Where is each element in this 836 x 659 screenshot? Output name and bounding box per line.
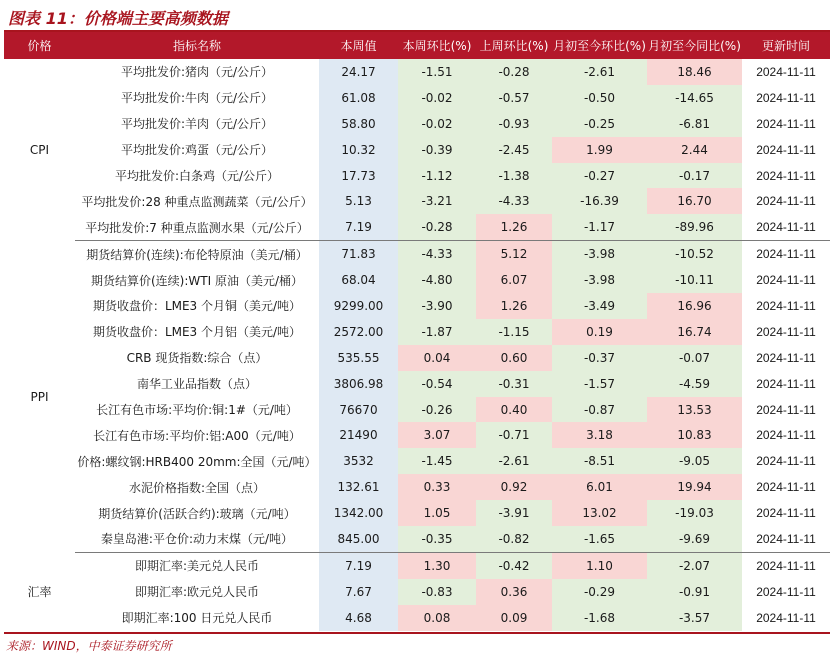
update-date: 2024-11-11 — [756, 90, 816, 105]
current-value: 17.73 — [319, 163, 398, 189]
update-date: 2024-11-11 — [756, 584, 816, 599]
wow-value: -0.26 — [398, 397, 476, 423]
indicator-name: 期货收盘价：LME3 个月铝（美元/吨） — [92, 325, 302, 340]
indicator-name: 水泥价格指数:全国（点） — [128, 480, 266, 495]
mtd-mom-value: 3.18 — [552, 422, 647, 448]
wow-value: -4.80 — [398, 267, 476, 293]
update-date: 2024-11-11 — [742, 526, 830, 552]
update-date: 2024-11-11 — [756, 376, 816, 391]
wow-value: -3.90 — [398, 293, 476, 319]
update-date: 2024-11-11 — [756, 402, 816, 417]
mtd-mom-value: -1.68 — [552, 605, 647, 631]
update-date: 2024-11-11 — [756, 273, 816, 288]
prev-wow-value: -4.33 — [476, 188, 552, 214]
mtd-mom-value: -3.49 — [552, 293, 647, 319]
current-value: 132.61 — [319, 474, 398, 500]
update-date: 2024-11-11 — [756, 610, 816, 625]
current-value: 7.67 — [319, 579, 398, 605]
wow-value: -1.12 — [398, 163, 476, 189]
wow-value: -1.45 — [398, 448, 476, 474]
current-value: 5.13 — [319, 188, 398, 214]
mtd-yoy-value: 19.94 — [647, 474, 742, 500]
table-row — [4, 448, 830, 474]
update-date: 2024-11-11 — [756, 194, 816, 209]
indicator-name: 平均批发价:鸡蛋（元/公斤） — [120, 143, 274, 158]
mtd-yoy-value: 16.70 — [647, 188, 742, 214]
mtd-yoy-value: -6.81 — [647, 111, 742, 137]
mtd-mom-value: 0.19 — [552, 319, 647, 345]
prev-wow-value: -0.71 — [476, 422, 552, 448]
table-row — [4, 474, 830, 500]
mtd-mom-value: -0.29 — [552, 579, 647, 605]
update-date: 2024-11-11 — [756, 142, 816, 157]
mtd-mom-value: -1.17 — [552, 214, 647, 240]
mtd-mom-value: -16.39 — [552, 188, 647, 214]
indicator-name: 平均批发价:羊肉（元/公斤） — [120, 117, 274, 132]
mtd-yoy-value: -89.96 — [647, 214, 742, 240]
current-value: 61.08 — [319, 85, 398, 111]
mtd-yoy-value: 2.44 — [647, 137, 742, 163]
prev-wow-value: -0.82 — [476, 526, 552, 552]
prev-wow-value: 1.26 — [476, 214, 552, 240]
category-label: CPI — [29, 142, 50, 157]
prev-wow-value: 0.92 — [476, 474, 552, 500]
mtd-mom-value: 1.10 — [552, 552, 647, 578]
update-date: 2024-11-11 — [756, 428, 816, 443]
indicator-name: 平均批发价:猪肉（元/公斤） — [120, 65, 274, 80]
mtd-yoy-value: -3.57 — [647, 605, 742, 631]
category-label: PPI — [30, 389, 49, 404]
header-mtd-mom: 月初至今环比(%) — [552, 32, 647, 59]
indicator-name: 即期汇率:100 日元兑人民币 — [121, 611, 273, 626]
update-date: 2024-11-11 — [756, 558, 816, 573]
mtd-yoy-value: -14.65 — [647, 85, 742, 111]
current-value: 845.00 — [319, 526, 398, 552]
mtd-mom-value: -0.87 — [552, 397, 647, 423]
indicator-name: 即期汇率:欧元兑人民币 — [134, 585, 260, 600]
prev-wow-value: -1.15 — [476, 319, 552, 345]
table-row — [4, 188, 830, 214]
table-row — [4, 345, 830, 371]
mtd-mom-value: -0.50 — [552, 85, 647, 111]
figure-title-bar — [4, 4, 830, 32]
current-value: 21490 — [319, 422, 398, 448]
mtd-yoy-value: -0.91 — [647, 579, 742, 605]
indicator-name: 平均批发价:7 种重点监测水果（元/公斤） — [75, 214, 319, 240]
wow-value: -1.51 — [398, 59, 476, 85]
mtd-yoy-value: -9.05 — [647, 448, 742, 474]
wow-value: -3.21 — [398, 188, 476, 214]
current-value: 3532 — [319, 448, 398, 474]
wow-value: -1.87 — [398, 319, 476, 345]
prev-wow-value: -0.57 — [476, 85, 552, 111]
mtd-yoy-value: -4.59 — [647, 371, 742, 397]
update-date: 2024-11-11 — [756, 247, 816, 262]
indicator-name: 价格:螺纹钢:HRB400 20mm:全国（元/吨） — [77, 454, 317, 469]
mtd-yoy-value: -10.11 — [647, 267, 742, 293]
table-row — [4, 137, 830, 163]
current-value: 71.83 — [319, 241, 398, 267]
prev-wow-value: 1.26 — [476, 293, 552, 319]
wow-value: 0.08 — [398, 605, 476, 631]
update-date: 2024-11-11 — [742, 214, 830, 240]
indicator-name: 平均批发价:牛肉（元/公斤） — [120, 91, 274, 106]
current-value: 3806.98 — [319, 371, 398, 397]
wow-value: -0.35 — [398, 526, 476, 552]
figure-title: 图表 11：价格端主要高频数据 — [8, 9, 228, 28]
category-label: 汇率 — [27, 585, 52, 599]
table-body — [4, 59, 830, 631]
current-value: 24.17 — [319, 59, 398, 85]
prev-wow-value: -1.38 — [476, 163, 552, 189]
current-value: 9299.00 — [319, 293, 398, 319]
prev-wow-value: 0.40 — [476, 397, 552, 423]
table-row — [4, 214, 830, 240]
mtd-mom-value: -3.98 — [552, 241, 647, 267]
mtd-yoy-value: -19.03 — [647, 500, 742, 526]
mtd-yoy-value: 18.46 — [647, 59, 742, 85]
table-row — [4, 579, 830, 605]
mtd-mom-value: 6.01 — [552, 474, 647, 500]
mtd-yoy-value: -10.52 — [647, 241, 742, 267]
table-row — [4, 422, 830, 448]
table-row — [4, 111, 830, 137]
source-note: 来源：WIND，中泰证券研究所 — [6, 639, 172, 653]
table-row — [4, 319, 830, 345]
wow-value: -0.83 — [398, 579, 476, 605]
indicator-name: 即期汇率:美元兑人民币 — [134, 559, 260, 574]
update-date: 2024-11-11 — [756, 454, 816, 469]
wow-value: -4.33 — [398, 241, 476, 267]
header-indicator: 指标名称 — [75, 32, 319, 59]
prev-wow-value: -2.45 — [476, 137, 552, 163]
header-prev-wow: 上周环比(%) — [476, 32, 552, 59]
indicator-name: 期货结算价(连续):WTI 原油（美元/桶） — [91, 273, 303, 288]
indicator-name: 期货收盘价：LME3 个月铜（美元/吨） — [92, 299, 302, 314]
mtd-yoy-value: -0.07 — [647, 345, 742, 371]
mtd-mom-value: -2.61 — [552, 59, 647, 85]
wow-value: 0.33 — [398, 474, 476, 500]
update-date: 2024-11-11 — [756, 116, 816, 131]
mtd-mom-value: -0.25 — [552, 111, 647, 137]
indicator-name: 平均批发价:白条鸡（元/公斤） — [114, 169, 280, 183]
indicator-name: 期货结算价(连续):布伦特原油（美元/桶） — [86, 247, 308, 262]
mtd-mom-value: -3.98 — [552, 267, 647, 293]
wow-value: -0.28 — [398, 214, 476, 240]
mtd-yoy-value: -9.69 — [647, 526, 742, 552]
mtd-mom-value: 1.99 — [552, 137, 647, 163]
prev-wow-value: -0.42 — [476, 552, 552, 578]
wow-value: 3.07 — [398, 422, 476, 448]
update-date: 2024-11-11 — [756, 64, 816, 79]
wow-value: 1.30 — [398, 552, 476, 578]
price-data-table — [4, 32, 830, 631]
update-date: 2024-11-11 — [756, 324, 816, 339]
current-value: 7.19 — [319, 214, 398, 240]
header-category: 价格 — [4, 32, 75, 59]
mtd-mom-value: -0.27 — [552, 163, 647, 189]
update-date: 2024-11-11 — [756, 168, 816, 183]
update-date: 2024-11-11 — [756, 298, 816, 313]
table-row — [4, 552, 830, 578]
current-value: 58.80 — [319, 111, 398, 137]
table-row — [4, 605, 830, 631]
mtd-yoy-value: -2.07 — [647, 552, 742, 578]
current-value: 76670 — [319, 397, 398, 423]
prev-wow-value: 0.60 — [476, 345, 552, 371]
update-date: 2024-11-11 — [756, 506, 816, 521]
wow-value: 1.05 — [398, 500, 476, 526]
indicator-name: 南华工业品指数（点） — [136, 377, 257, 392]
table-row — [4, 267, 830, 293]
update-date: 2024-11-11 — [756, 480, 816, 495]
prev-wow-value: -0.93 — [476, 111, 552, 137]
table-row — [4, 85, 830, 111]
prev-wow-value: 0.36 — [476, 579, 552, 605]
mtd-yoy-value: 10.83 — [647, 422, 742, 448]
indicator-name: 长江有色市场:平均价:铜:1#（元/吨） — [96, 403, 298, 418]
header-update-time: 更新时间 — [742, 32, 830, 59]
wow-value: -0.02 — [398, 111, 476, 137]
prev-wow-value: -0.28 — [476, 59, 552, 85]
table-row — [4, 241, 830, 267]
table-row — [4, 163, 830, 189]
table-row — [4, 59, 830, 85]
current-value: 68.04 — [319, 267, 398, 293]
header-wow: 本周环比(%) — [398, 32, 476, 59]
wow-value: -0.39 — [398, 137, 476, 163]
current-value: 535.55 — [319, 345, 398, 371]
current-value: 10.32 — [319, 137, 398, 163]
current-value: 4.68 — [319, 605, 398, 631]
mtd-yoy-value: 16.96 — [647, 293, 742, 319]
indicator-name: 长江有色市场:平均价:铝:A00（元/吨） — [93, 428, 301, 443]
header-mtd-yoy: 月初至今同比(%) — [647, 32, 742, 59]
header-current: 本周值 — [319, 32, 398, 59]
wow-value: -0.54 — [398, 371, 476, 397]
wow-value: -0.02 — [398, 85, 476, 111]
indicator-name: CRB 现货指数:综合（点） — [126, 351, 268, 366]
indicator-name: 期货结算价(活跃合约):玻璃（元/吨） — [98, 506, 296, 521]
current-value: 2572.00 — [319, 319, 398, 345]
table-header-row — [4, 32, 830, 59]
mtd-mom-value: -8.51 — [552, 448, 647, 474]
prev-wow-value: -3.91 — [476, 500, 552, 526]
wow-value: 0.04 — [398, 345, 476, 371]
mtd-yoy-value: -0.17 — [647, 163, 742, 189]
current-value: 1342.00 — [319, 500, 398, 526]
prev-wow-value: 5.12 — [476, 241, 552, 267]
mtd-yoy-value: 13.53 — [647, 397, 742, 423]
source-footer — [4, 632, 830, 653]
mtd-mom-value: -1.57 — [552, 371, 647, 397]
indicator-name: 秦皇岛港:平仓价:动力末煤（元/吨） — [75, 526, 319, 552]
current-value: 7.19 — [319, 552, 398, 578]
table-row — [4, 371, 830, 397]
table-row — [4, 500, 830, 526]
prev-wow-value: 0.09 — [476, 605, 552, 631]
table-row — [4, 293, 830, 319]
mtd-mom-value: 13.02 — [552, 500, 647, 526]
prev-wow-value: 6.07 — [476, 267, 552, 293]
table-row — [4, 397, 830, 423]
prev-wow-value: -2.61 — [476, 448, 552, 474]
mtd-mom-value: -1.65 — [552, 526, 647, 552]
update-date: 2024-11-11 — [756, 350, 816, 365]
mtd-yoy-value: 16.74 — [647, 319, 742, 345]
table-row — [4, 526, 830, 552]
indicator-name: 平均批发价:28 种重点监测蔬菜（元/公斤） — [81, 194, 313, 209]
mtd-mom-value: -0.37 — [552, 345, 647, 371]
prev-wow-value: -0.31 — [476, 371, 552, 397]
